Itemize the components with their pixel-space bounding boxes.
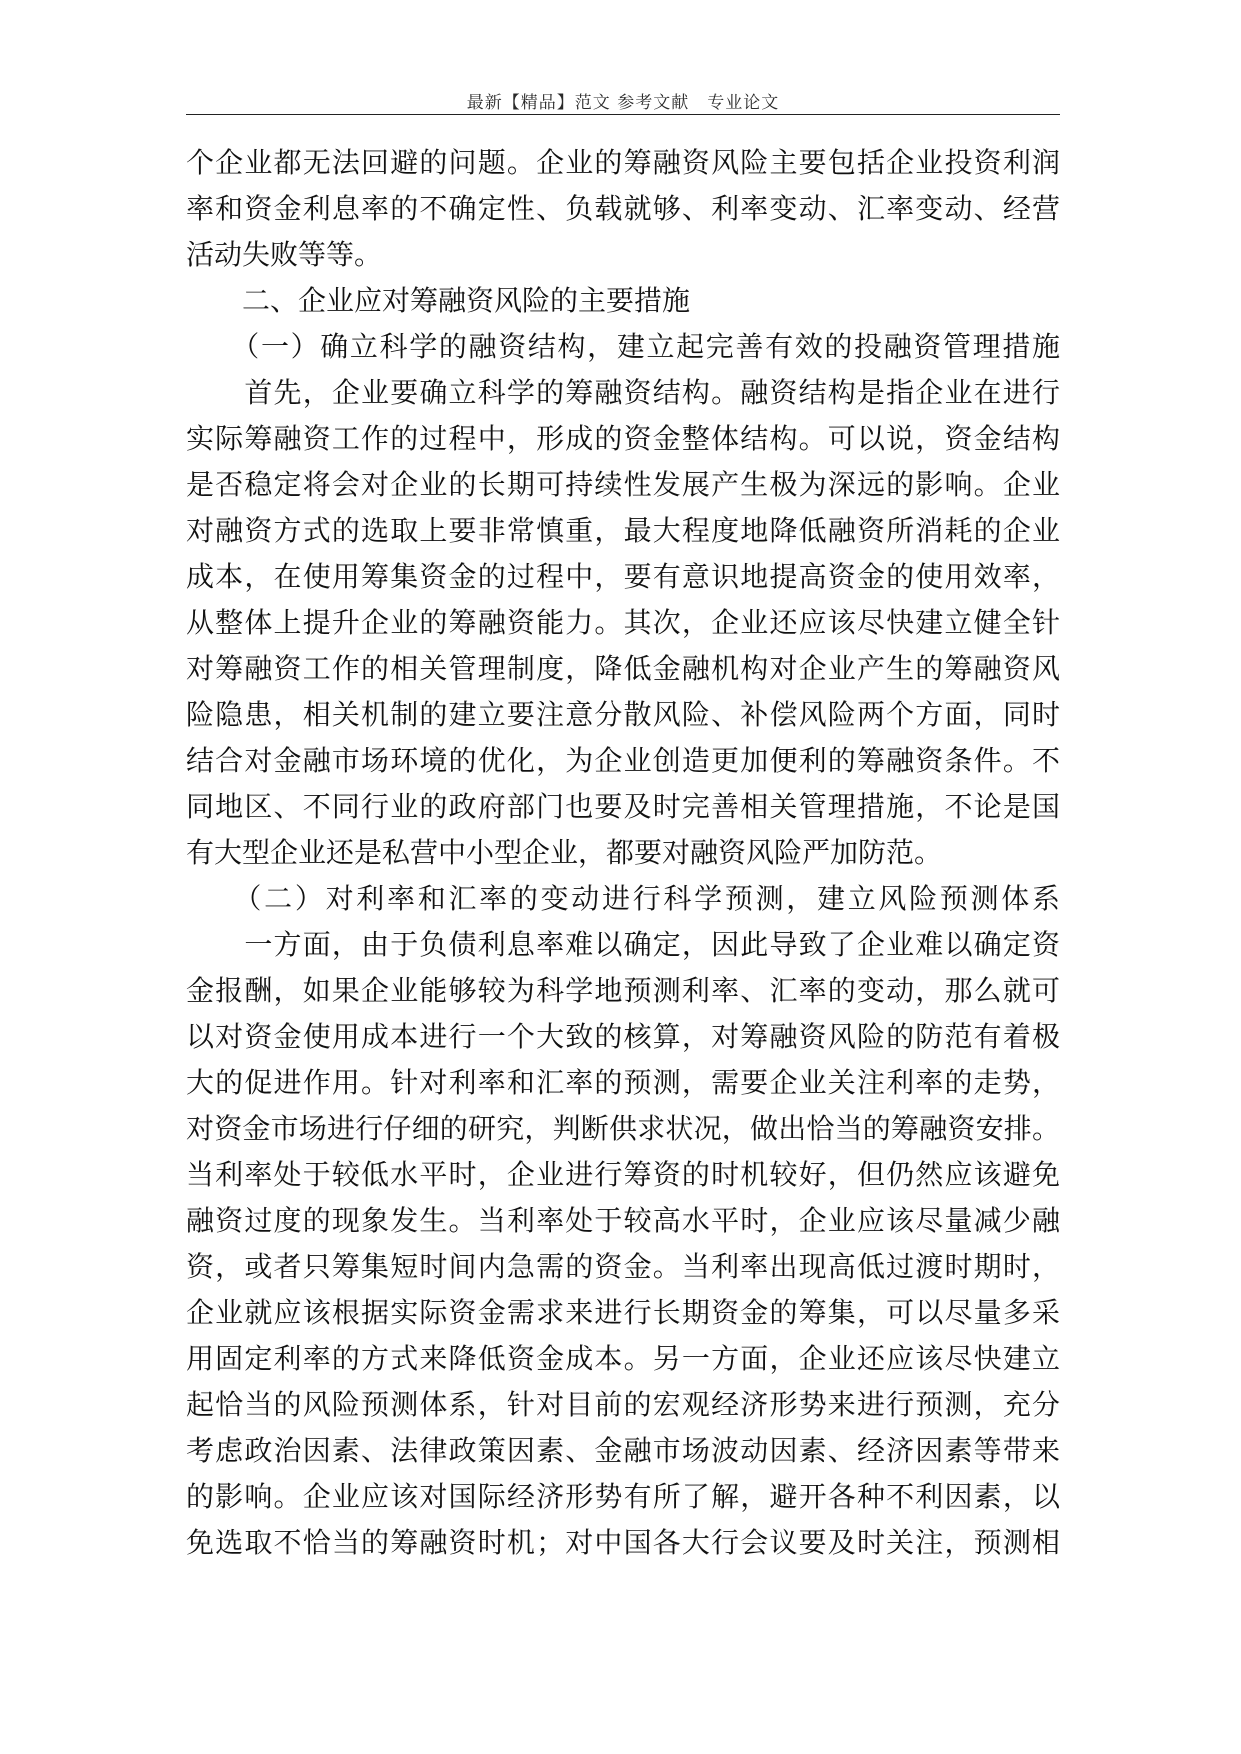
text-line: 实际筹融资工作的过程中，形成的资金整体结构。可以说，资金结构 <box>186 422 1060 455</box>
text-line: 一方面，由于负债利息率难以确定，因此导致了企业难以确定资 <box>186 928 1060 961</box>
page-header: 最新【精品】范文 参考文献 专业论文 <box>466 93 780 113</box>
text-line: 首先，企业要确立科学的筹融资结构。融资结构是指企业在进行 <box>186 376 1060 409</box>
subsection-heading: （二）对利率和汇率的变动进行科学预测，建立风险预测体系 <box>186 882 1060 915</box>
text-line: 同地区、不同行业的政府部门也要及时完善相关管理措施，不论是国 <box>186 790 1060 823</box>
text-line: 的影响。企业应该对国际经济形势有所了解，避开各种不利因素，以 <box>186 1480 1060 1513</box>
header-divider <box>186 114 1060 115</box>
text-line: 资，或者只筹集短时间内急需的资金。当利率出现高低过渡时期时， <box>186 1250 1060 1283</box>
text-line: 结合对金融市场环境的优化，为企业创造更加便利的筹融资条件。不 <box>186 744 1060 777</box>
text-line: 融资过度的现象发生。当利率处于较高水平时，企业应该尽量减少融 <box>186 1204 1060 1237</box>
text-line: 险隐患，相关机制的建立要注意分散风险、补偿风险两个方面，同时 <box>186 698 1060 731</box>
text-line: 成本，在使用筹集资金的过程中，要有意识地提高资金的使用效率， <box>186 560 1060 593</box>
text-line: 起恰当的风险预测体系，针对目前的宏观经济形势来进行预测，充分 <box>186 1388 1060 1421</box>
text-line: 以对资金使用成本进行一个大致的核算，对筹融资风险的防范有着极 <box>186 1020 1060 1053</box>
text-line: 个企业都无法回避的问题。企业的筹融资风险主要包括企业投资利润 <box>186 146 1060 179</box>
text-line: 有大型企业还是私营中小型企业，都要对融资风险严加防范。 <box>186 836 943 869</box>
text-line: 企业就应该根据实际资金需求来进行长期资金的筹集，可以尽量多采 <box>186 1296 1060 1329</box>
text-line: 当利率处于较低水平时，企业进行筹资的时机较好，但仍然应该避免 <box>186 1158 1060 1191</box>
text-line: 对资金市场进行仔细的研究，判断供求状况，做出恰当的筹融资安排。 <box>186 1112 1060 1145</box>
text-line: 活动失败等等。 <box>186 238 383 271</box>
text-line: 考虑政治因素、法律政策因素、金融市场波动因素、经济因素等带来 <box>186 1434 1060 1467</box>
text-line: 从整体上提升企业的筹融资能力。其次，企业还应该尽快建立健全针 <box>186 606 1060 639</box>
text-line: 率和资金利息率的不确定性、负载就够、利率变动、汇率变动、经营 <box>186 192 1060 225</box>
subsection-heading: （一）确立科学的融资结构，建立起完善有效的投融资管理措施 <box>186 330 1060 363</box>
text-line: 用固定利率的方式来降低资金成本。另一方面，企业还应该尽快建立 <box>186 1342 1060 1375</box>
body-text <box>186 140 1060 1566</box>
text-line: 大的促进作用。针对利率和汇率的预测，需要企业关注利率的走势， <box>186 1066 1060 1099</box>
text-line: 对融资方式的选取上要非常慎重，最大程度地降低融资所消耗的企业 <box>186 514 1060 547</box>
text-line: 是否稳定将会对企业的长期可持续性发展产生极为深远的影响。企业 <box>186 468 1060 501</box>
text-line: 金报酬，如果企业能够较为科学地预测利率、汇率的变动，那么就可 <box>186 974 1060 1007</box>
section-heading: 二、企业应对筹融资风险的主要措施 <box>186 284 691 317</box>
text-line: 对筹融资工作的相关管理制度，降低金融机构对企业产生的筹融资风 <box>186 652 1060 685</box>
text-line: 免选取不恰当的筹融资时机；对中国各大行会议要及时关注，预测相 <box>186 1526 1060 1559</box>
